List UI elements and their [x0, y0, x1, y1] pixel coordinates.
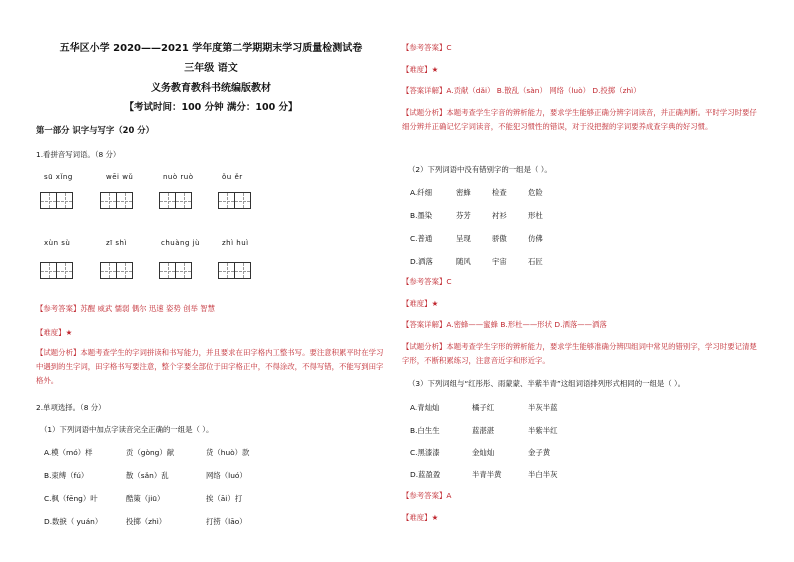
- option3-c-2: 金灿灿: [472, 448, 495, 457]
- option2-b-3: 衬衫: [492, 211, 507, 220]
- option-c-2: 酷策（jiū）: [126, 494, 165, 503]
- option2-a-3: 检查: [492, 188, 507, 197]
- option-d-3: 打捞（lāo）: [206, 517, 247, 526]
- option-d-1[interactable]: D.数捩（ yuán）: [44, 517, 103, 526]
- q2-heading: 2.单项选择。（8 分）: [36, 403, 106, 412]
- q2-2-detail: 【答案详解】A.密蜂——蜜蜂 B.形杜——形状 D.洒落——洒落: [402, 320, 607, 329]
- option3-b-3: 半紫半红: [528, 426, 558, 435]
- tianzige-grid-6[interactable]: [100, 262, 132, 279]
- q2-1-detail: 【答案详解】A.贡献（dǎi） B.散乱（sàn） 网络（luò） D.投掷（zhì）: [402, 86, 641, 95]
- option3-d-3: 半白半灰: [528, 470, 558, 479]
- q2-1-answer: 【参考答案】C: [402, 43, 452, 52]
- tianzige-grid-7[interactable]: [159, 262, 191, 279]
- q1-analysis: 【试题分析】本题考查学生的字词拼读和书写能力，并且要求在田字格内工整书写。要注意积累平时在学习中遇到的生字词，田字格书写要注意，整个字要全部位于田字格正中，不得涂改，不得写错，不能写到田字格外。: [36, 348, 384, 385]
- pinyin-7: chuàng jù: [161, 239, 200, 247]
- option3-a-2: 橘子红: [472, 403, 495, 412]
- tianzige-grid-3[interactable]: [159, 192, 191, 209]
- q2-3-question: （3）下列词组与“红彤彤、雨蒙蒙、半紫半青”这组词语排列形式相同的一组是（ ）。: [408, 379, 686, 388]
- option2-d-1[interactable]: D.洒落: [410, 257, 433, 266]
- option3-c-3: 金子黄: [528, 448, 551, 457]
- pinyin-2: wēi wǔ: [106, 173, 134, 181]
- option2-a-1[interactable]: A.纤细: [410, 188, 433, 197]
- pinyin-3: nuò ruò: [163, 173, 194, 181]
- option2-c-4: 仿佛: [528, 234, 543, 243]
- option2-c-2: 呈现: [456, 234, 471, 243]
- option2-b-2: 芬芳: [456, 211, 471, 220]
- grade-subject: 三年级 语文: [184, 63, 238, 74]
- tianzige-grid-8[interactable]: [218, 262, 250, 279]
- option-a-2: 贡（gòng）献: [126, 448, 175, 457]
- difficulty-label: 【难度】: [402, 513, 432, 522]
- q1-answer: [36, 303, 215, 314]
- option-a-1[interactable]: A.模（mó）样: [44, 448, 93, 457]
- q2-2-difficulty: [402, 298, 438, 309]
- option-b-2: 散（sǎn）乱: [126, 471, 169, 480]
- option-c-3: 挨（āi）打: [206, 494, 243, 503]
- difficulty-star-icon: ★: [431, 299, 439, 308]
- pinyin-5: xùn sù: [44, 239, 71, 247]
- option3-b-1[interactable]: B.白生生: [410, 426, 440, 435]
- part1-heading: 第一部分 识字与写字（20 分）: [36, 125, 154, 135]
- option3-b-2: 蓝湛湛: [472, 426, 495, 435]
- pinyin-1: sū xǐng: [44, 173, 73, 181]
- textbook-edition: 义务教育教科书统编版教材: [151, 83, 271, 94]
- option3-a-3: 半灰半蓝: [528, 403, 558, 412]
- q1-difficulty: [36, 327, 72, 338]
- option2-c-1[interactable]: C.普通: [410, 234, 433, 243]
- option2-a-2: 密蜂: [456, 188, 471, 197]
- q1-heading: 1.看拼音写词语。（8 分）: [36, 150, 121, 159]
- option-b-1[interactable]: B.束缚（fú）: [44, 471, 89, 480]
- option3-a-1[interactable]: A.青灿灿: [410, 403, 440, 412]
- option-c-1[interactable]: C.枫（fēng）叶: [44, 494, 98, 503]
- option2-b-1[interactable]: B.墨染: [410, 211, 433, 220]
- tianzige-grid-5[interactable]: [40, 262, 72, 279]
- right-column: [402, 0, 764, 562]
- difficulty-label: 【难度】: [36, 328, 66, 337]
- difficulty-label: 【难度】: [402, 299, 432, 308]
- pinyin-8: zhì huì: [222, 239, 249, 247]
- option2-a-4: 危险: [528, 188, 543, 197]
- exam-title: 五华区小学 2020——2021 学年度第二学期期末学习质量检测试卷: [59, 43, 363, 54]
- tianzige-grid-4[interactable]: [218, 192, 250, 209]
- option2-c-3: 骄傲: [492, 234, 507, 243]
- option2-d-4: 石匠: [528, 257, 543, 266]
- option-b-3: 网络（luó）: [206, 471, 247, 480]
- answer-words: 苏醒 威武 懦弱 偶尔 迅速 姿势 创举 智慧: [80, 304, 216, 313]
- option3-c-1[interactable]: C.黑漆漆: [410, 448, 440, 457]
- difficulty-label: 【难度】: [402, 65, 432, 74]
- pinyin-4: ǒu ěr: [222, 173, 243, 181]
- q2-1-difficulty: [402, 64, 438, 75]
- option2-d-2: 随风: [456, 257, 471, 266]
- option-a-3: 货（huò）款: [206, 448, 250, 457]
- q2-3-answer: 【参考答案】A: [402, 491, 452, 500]
- option3-d-2: 半青半黄: [472, 470, 502, 479]
- tianzige-grid-1[interactable]: [40, 192, 72, 209]
- option3-d-1[interactable]: D.蓝盈盈: [410, 470, 441, 479]
- q2-3-difficulty: [402, 512, 438, 523]
- answer-label: 【参考答案】: [36, 304, 81, 313]
- tianzige-grid-2[interactable]: [100, 192, 132, 209]
- q2-2-question: （2）下列词语中没有错别字的一组是（ ）。: [408, 165, 552, 174]
- exam-info: 【考试时间：100 分钟 满分：100 分】: [124, 102, 298, 113]
- difficulty-star-icon: ★: [65, 328, 73, 337]
- difficulty-star-icon: ★: [431, 513, 439, 522]
- q2-1-analysis: 【试题分析】本题考查学生字音的辨析能力，要求学生能够正确分辨字词读音，并正确判断。平时学习时要仔细分辨并正确记忆字词读音，不能犯习惯性的错误，对于没把握的字词要养成查字典的好习惯。: [402, 108, 757, 131]
- pinyin-6: zī shì: [106, 239, 127, 247]
- q2-2-analysis: 【试题分析】本题考查学生字形的辨析能力，要求学生能够准确分辨四组词中常见的错别字，学习时要记清楚字形，不断积累练习，注意音近字和形近字。: [402, 342, 757, 365]
- option2-d-3: 宇宙: [492, 257, 507, 266]
- option-d-2: 投掷（zhì）: [126, 517, 167, 526]
- q2-2-answer: 【参考答案】C: [402, 277, 452, 286]
- option2-b-4: 形杜: [528, 211, 543, 220]
- q2-1-question: （1）下列词语中加点字读音完全正确的一组是（ ）。: [40, 425, 214, 434]
- difficulty-star-icon: ★: [431, 65, 439, 74]
- left-column: [30, 0, 392, 562]
